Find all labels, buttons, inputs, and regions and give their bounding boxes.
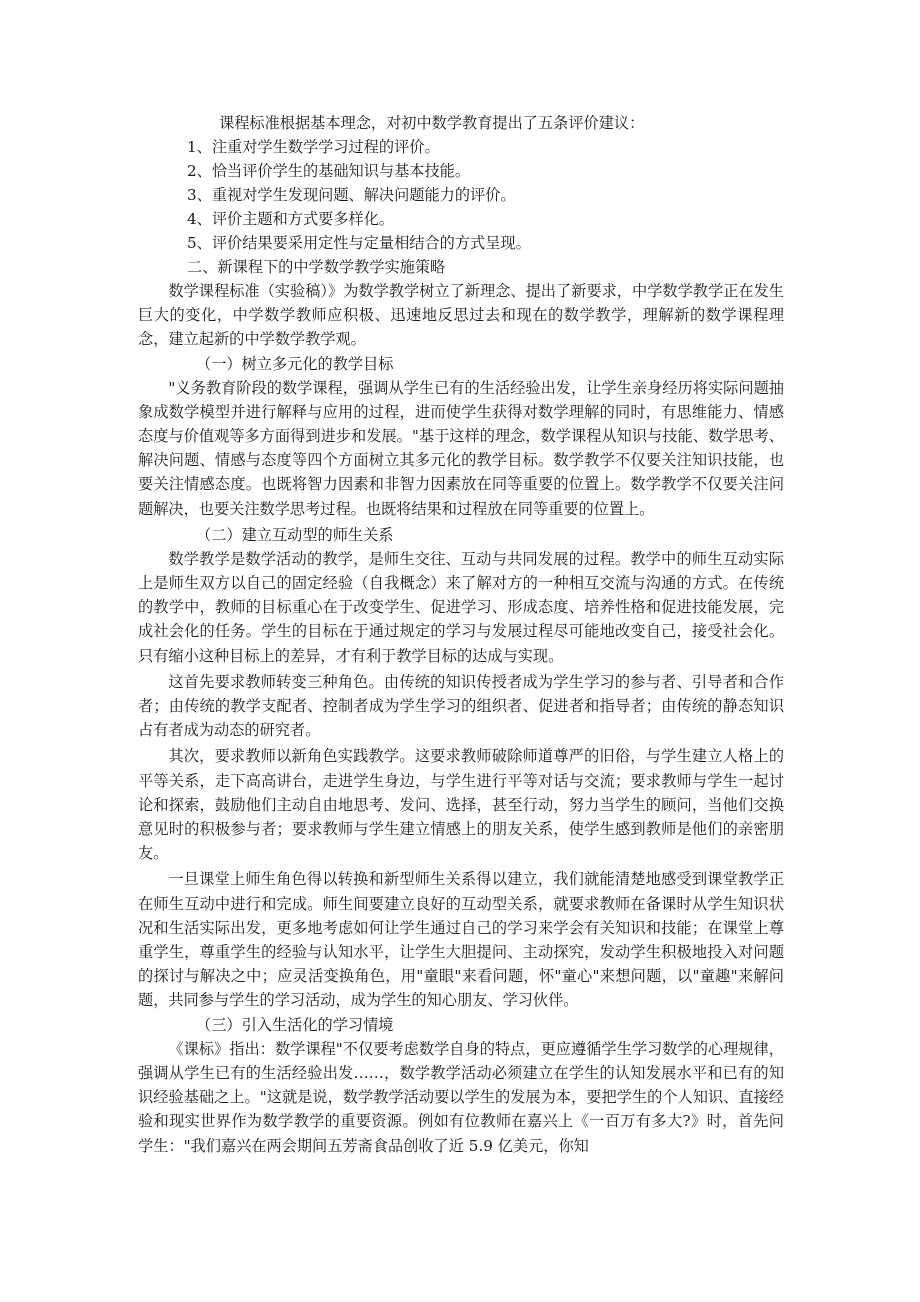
paragraph: 其次，要求教师以新角色实践教学。这要求教师破除师道尊严的旧俗，与学生建立人格上的平等关系，走下高高讲台，走进学生身边，与学生进行平等对话与交流；要求教师与学生一起讨论和探索，鼓励他们主动自由地思考、发问、选择，甚至行动，努力当学生的顾问，当他们交换意见时的积极参与者；要求教师与学生建立情感上的朋友关系，使学生感到教师是他们的亲密朋友。: [138, 747, 784, 863]
paragraph: 数学教学是数学活动的教学，是师生交往、互动与共同发展的过程。教学中的师生互动实际上是师生双方以自己的固定经验（自我概念）来了解对方的一种相互交流与沟通的方式。在传统的教学中，教师的目标重心在于改变学生、促进学习、形成态度、培养性格和促进技能发展，完成社会化的任务。学生的目标在于通过规定的学习与发展过程尽可能地改变自己，接受社会化。只有缩小这种目标上的差异，才有利于教学目标的达成与实现。: [138, 549, 784, 665]
list-item: 1、注重对学生数学学习过程的评价。: [187, 138, 440, 156]
list-item: 4、评价主题和方式要多样化。: [187, 210, 395, 228]
list-item: 3、重视对学生发现问题、解决问题能力的评价。: [187, 186, 516, 204]
paragraph: 数学课程标准（实验稿）》为数学教学树立了新理念、提出了新要求，中学数学教学正在发生巨大的变化，中学数学教师应积极、迅速地反思过去和现在的数学教学，理解新的数学课程理念，建立起新的中学数学教学观。: [138, 282, 784, 349]
section-heading: 二、新课程下的中学数学教学实施策略: [187, 258, 446, 276]
document-body: [138, 111, 784, 1158]
list-item: 2、恰当评价学生的基础知识与基本技能。: [187, 162, 471, 180]
subsection-heading: （三）引入生活化的学习情境: [196, 1015, 394, 1034]
list-item: 5、评价结果要采用定性与定量相结合的方式呈现。: [187, 234, 531, 252]
paragraph: 一旦课堂上师生角色得以转换和新型师生关系得以建立，我们就能清楚地感受到课堂教学正在师生互动中进行和完成。师生间要建立良好的互动型关系，就要求教师在备课时从学生知识状况和生活实际出发，更多地考虑如何让学生通过自己的学习来学会有关知识和技能；在课堂上尊重学生，尊重学生的经验与认知水平，让学生大胆提问、主动探究，发动学生积极地投入对问题的探讨与解决之中；应灵活变换角色，用"童眼"来看问题，怀"童心"来想问题，以"童趣"来解问题，共同参与学生的学习活动，成为学生的知心朋友、学习伙伴。: [138, 870, 784, 1010]
paragraph: 《课标》指出：数学课程"不仅要考虑数学自身的特点，更应遵循学生学习数学的心理规律，强调从学生已有的生活经验出发……，数学教学活动必须建立在学生的认知发展水平和已有的知识经验基础之上。"这就是说，数学教学活动要以学生的发展为本，要把学生的个人知识、直接经验和现实世界作为数学教学的重要资源。例如有位教师在嘉兴上《一百万有多大?》时，首先问学生："我们嘉兴在两会期间五芳斋食品创收了近 5.9 亿美元，你知: [138, 1039, 784, 1155]
paragraph: 这首先要求教师转变三种角色。由传统的知识传授者成为学生学习的参与者、引导者和合作者；由传统的教学支配者、控制者成为学生学习的组织者、促进者和指导者；由传统的静态知识占有者成为动态的研究者。: [138, 672, 784, 740]
subsection-heading: （一）树立多元化的教学目标: [196, 354, 394, 373]
subsection-heading: （二）建立互动型的师生关系: [196, 525, 394, 544]
paragraph: "义务教育阶段的数学课程，强调从学生已有的生活经验出发，让学生亲身经历将实际问题抽象成数学模型并进行解释与应用的过程，进而使学生获得对数学理解的同时，有思维能力、情感态度与价值观等多方面得到进步和发展。"基于这样的理念，数学课程从知识与技能、数学思考、解决问题、情感与态度等四个方面树立其多元化的教学目标。数学教学不仅要关注知识技能，也要关注情感态度。也既将智力因素和非智力因素放在同等重要的位置上。数学教学不仅要关注问题解决，也要关注数学思考过程。也既将结果和过程放在同等重要的位置上。: [138, 378, 784, 518]
intro-line: 课程标准根据基本理念，对初中数学教育提出了五条评价建议：: [219, 114, 645, 132]
